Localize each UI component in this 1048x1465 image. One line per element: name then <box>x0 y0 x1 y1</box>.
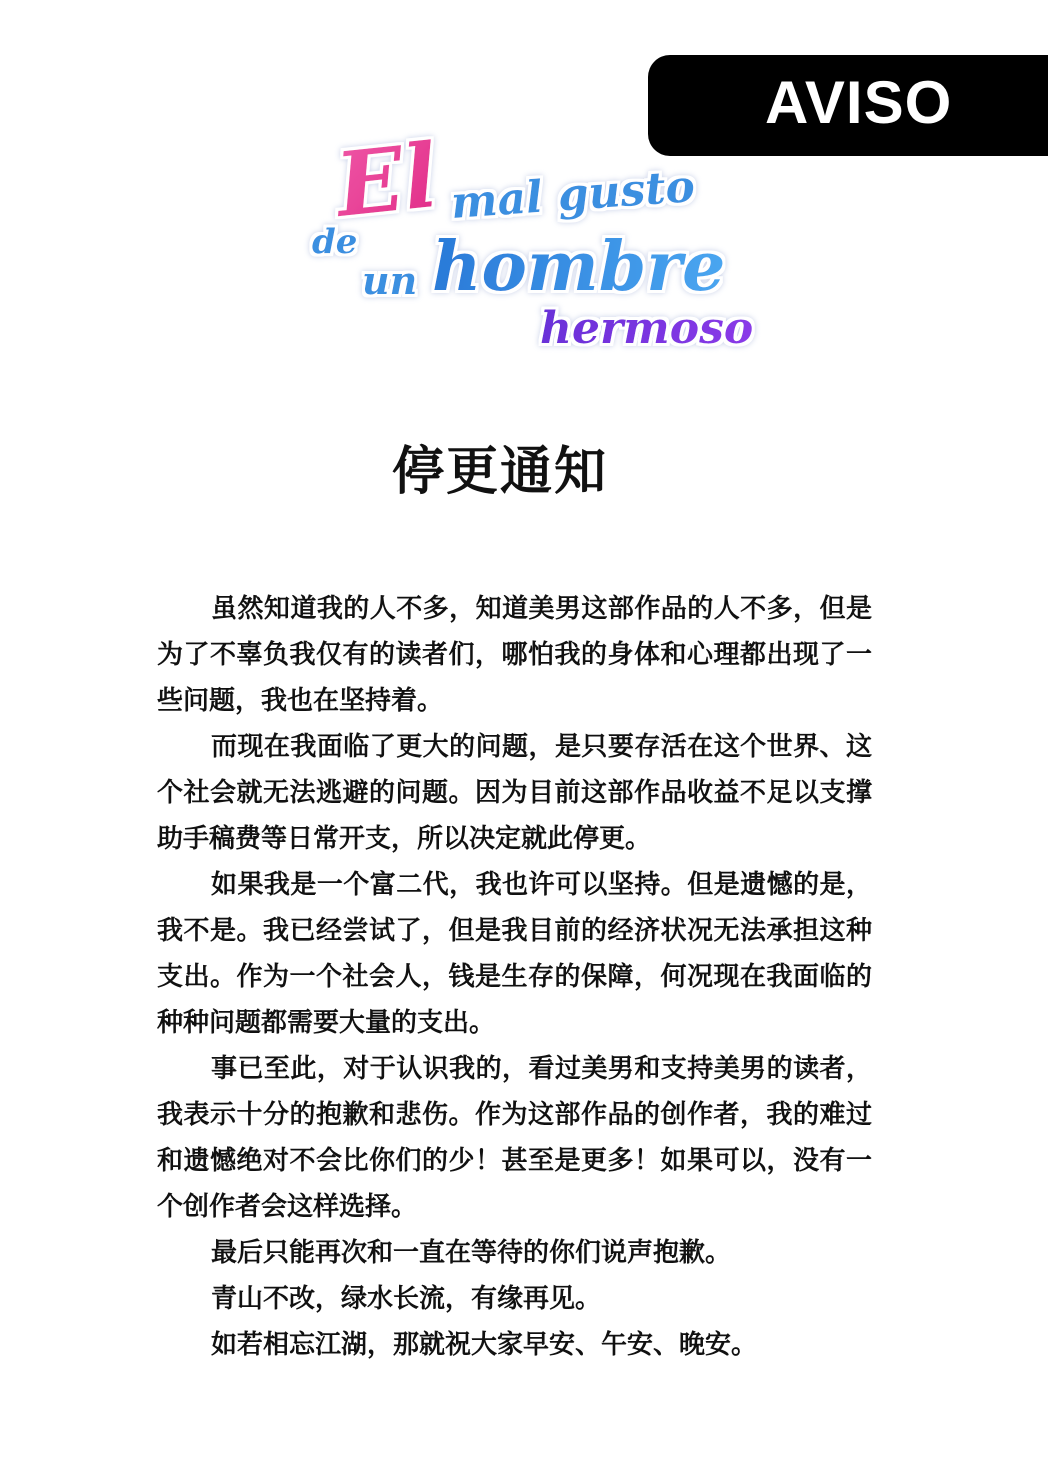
logo-de: de <box>312 222 358 262</box>
logo-hermoso: hermoso <box>540 303 754 354</box>
notice-title: 停更通知 <box>391 442 608 502</box>
logo-mal-gusto: mal gusto <box>449 161 697 229</box>
logo-un: un <box>362 258 418 303</box>
notice-paragraph: 而现在我面临了更大的问题，是只要存活在这个世界、这个社会就无法逃避的问题。因为目前这部作品收益不足以支撑助手稿费等日常开支，所以决定就此停更。 <box>157 732 872 854</box>
notice-body <box>157 586 872 1368</box>
notice-paragraph: 青山不改，绿水长流，有缘再见。 <box>211 1284 602 1314</box>
notice-paragraph: 事已至此，对于认识我的，看过美男和支持美男的读者，我表示十分的抱歉和悲伤。作为这部作品的创作者，我的难过和遗憾绝对不会比你们的少！甚至是更多！如果可以，没有一个创作者会这样选择。 <box>157 1054 872 1222</box>
notice-paragraph: 虽然知道我的人不多，知道美男这部作品的人不多，但是为了不辜负我仅有的读者们，哪怕我的身体和心理都出现了一些问题，我也在坚持着。 <box>157 594 872 716</box>
logo-el: El <box>331 122 443 237</box>
notice-paragraph: 如若相忘江湖，那就祝大家早安、午安、晚安。 <box>211 1330 758 1360</box>
aviso-label: AVISO <box>765 69 953 136</box>
notice-paragraph: 最后只能再次和一直在等待的你们说声抱歉。 <box>211 1238 732 1268</box>
series-logo <box>300 118 754 363</box>
notice-paragraph: 如果我是一个富二代，我也许可以坚持。但是遗憾的是，我不是。我已经尝试了，但是我目前的经济状况无法承担这种支出。作为一个社会人，钱是生存的保障，何况现在我面临的种种问题都需要大量的支出。 <box>157 870 872 1038</box>
logo-hombre: hombre <box>432 227 726 307</box>
